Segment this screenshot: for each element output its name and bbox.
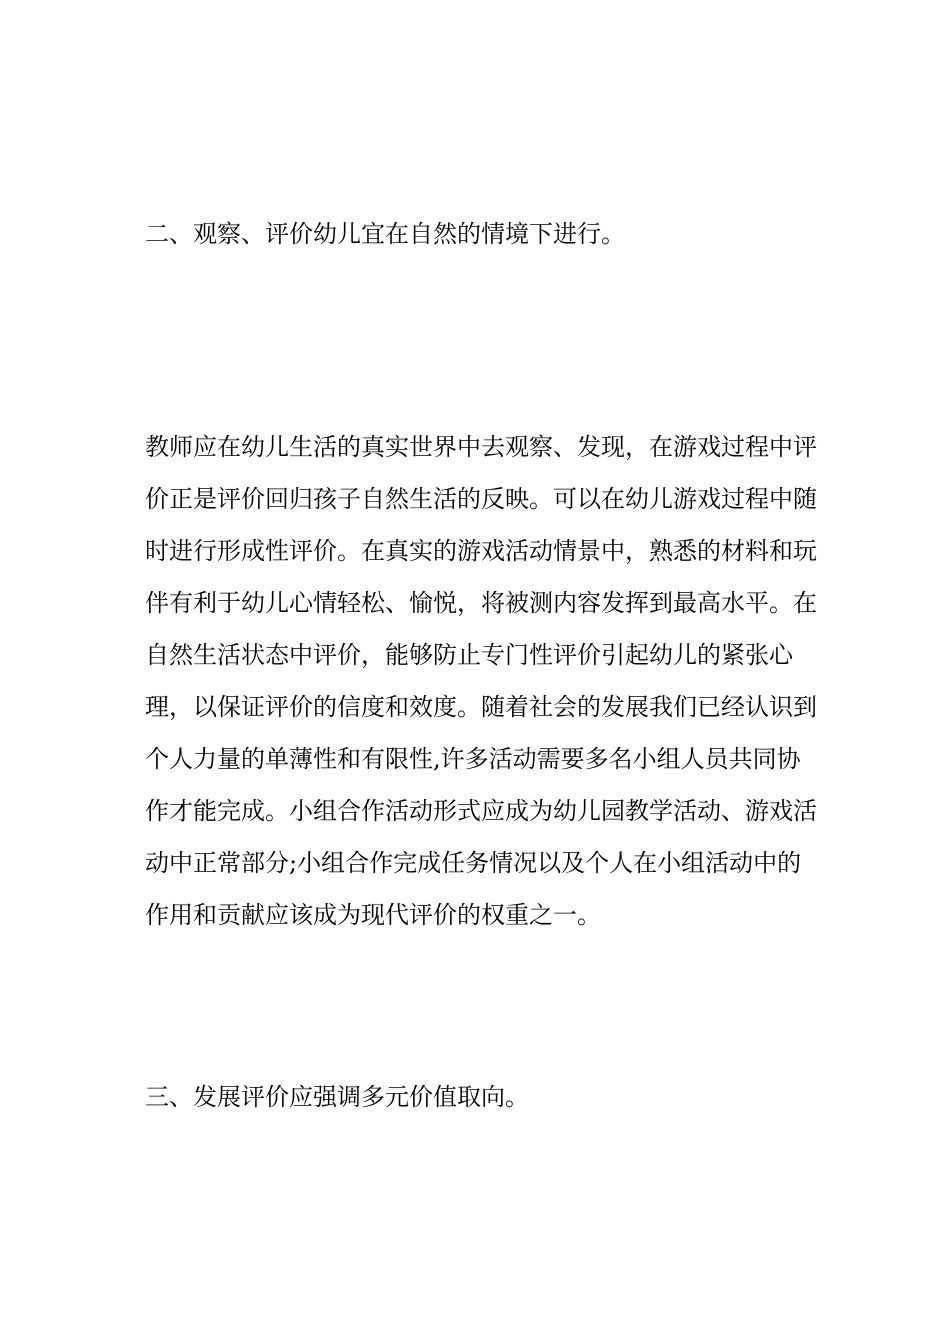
body-line: 教师应在幼儿生活的真实世界中去观察、发现，在游戏过程中评 [145, 433, 817, 461]
body-line: 个人力量的单薄性和有限性,许多活动需要多名小组人员共同协 [145, 745, 801, 773]
section-heading-2: 二、观察、评价幼儿宜在自然的情境下进行。 [145, 220, 625, 248]
body-line: 动中正常部分;小组合作完成任务情况以及个人在小组活动中的 [145, 849, 802, 877]
body-line: 伴有利于幼儿心情轻松、愉悦，将被测内容发挥到最高水平。在 [145, 589, 817, 617]
section-heading-3: 三、发展评价应强调多元价值取向。 [145, 1083, 529, 1111]
body-line: 作才能完成。小组合作活动形式应成为幼儿园教学活动、游戏活 [145, 797, 817, 825]
body-line: 价正是评价回归孩子自然生活的反映。可以在幼儿游戏过程中随 [145, 485, 817, 513]
body-line: 自然生活状态中评价，能够防止专门性评价引起幼儿的紧张心 [145, 641, 793, 669]
body-paragraph [145, 421, 825, 941]
body-line: 时进行形成性评价。在真实的游戏活动情景中，熟悉的材料和玩 [145, 537, 817, 565]
body-line: 作用和贡献应该成为现代评价的权重之一。 [145, 901, 601, 929]
body-line: 理，以保证评价的信度和效度。随着社会的发展我们已经认识到 [145, 693, 817, 721]
